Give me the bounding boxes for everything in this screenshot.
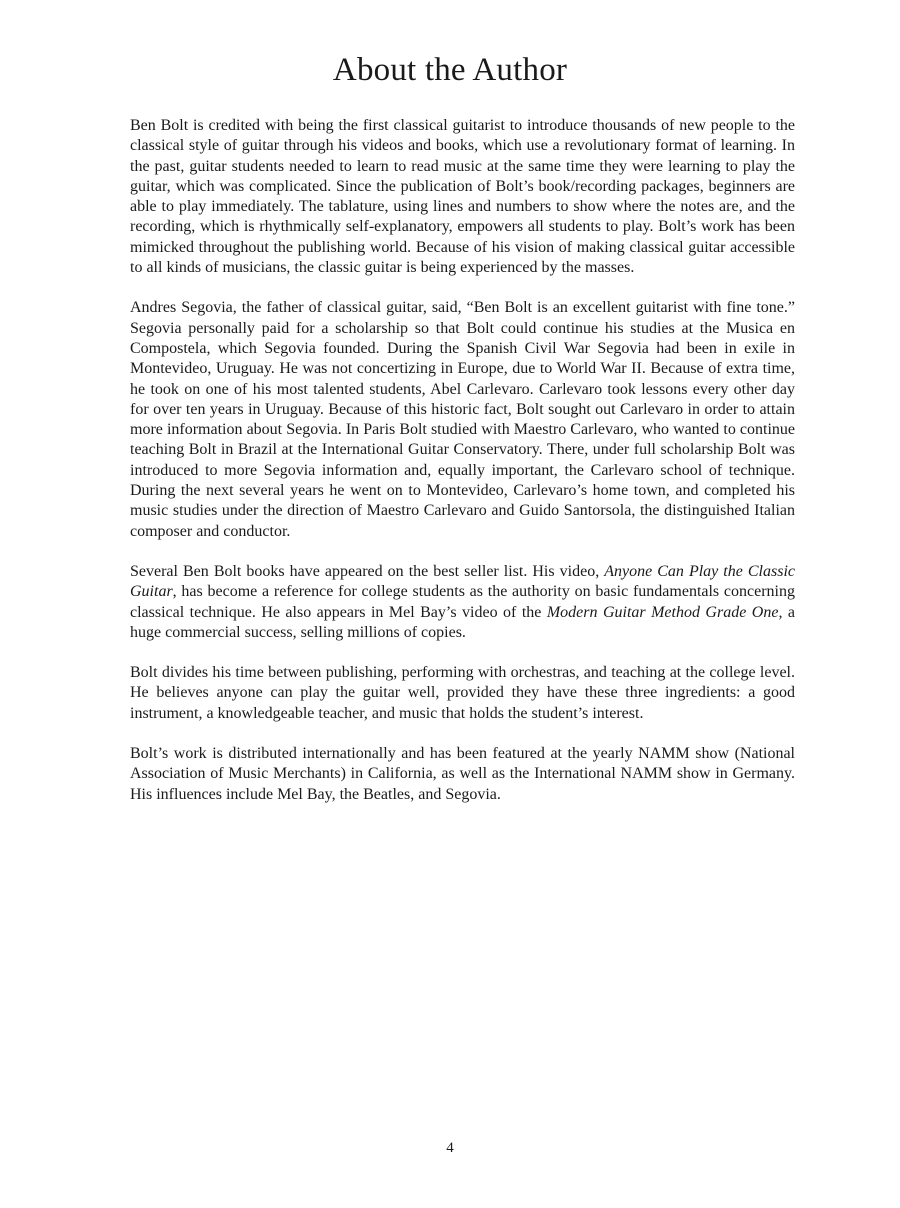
paragraph-4-text: Bolt divides his time between publishing, performing with orchestras, and teaching at the college level. He believes anyone can play the guitar well, provided they have these three ingredients: a good instrument, a knowledgeable teacher, and music that holds the student’s interest. bbox=[130, 664, 795, 722]
video-title: Anyone Can Play the Classic Guitar bbox=[130, 562, 796, 601]
paragraph-1-text: Ben Bolt is credited with being the first classical guitarist to introduce thousands of new people to the classical style of guitar through his videos and books, which use a revolutionary format of learning. In the past, guitar students needed to learn to read music at the same time they were learning to play the guitar, which was complicated. Since the publication of Bolt’s book/recording packages, beginners are able to play immediately. The tablature, using lines and numbers to show where the notes are, and the recording, which is rhythmically self-explanatory, empowers all students to play. Bolt’s work has been mimicked throughout the publishing world. Because of his vision of making classical guitar accessible to all kinds of musicians, the classic guitar is being experienced by the masses. bbox=[130, 117, 795, 277]
paragraph-2 bbox=[130, 298, 795, 542]
page-number: 4 bbox=[446, 1140, 454, 1156]
paragraph-1 bbox=[130, 116, 795, 278]
paragraph-4 bbox=[130, 663, 795, 724]
paragraph-2-text: Andres Segovia, the father of classical guitar, said, “Ben Bolt is an excellent guitarist with fine tone.” Segovia personally paid for a scholarship so that Bolt could continue his studies at the Musica en Compostela, which Segovia founded. During the Spanish Civil War Segovia had been in exile in Montevideo, Uruguay. He was not concertizing in Europe, due to World War II. Because of extra time, he took on one of his most talented students, Abel Carlevaro. Carlevaro took lessons every other day for over ten years in Uruguay. Because of this historic fact, Bolt sought out Carlevaro in order to attain more information about Segovia. In Paris Bolt studied with Maestro Carlevaro, who wanted to continue teaching Bolt in Brazil at the International Guitar Conservatory. There, under full scholarship Bolt was introduced to more Segovia information and, equally important, the Carlevaro school of technique. During the next several years he went on to Montevideo, Carlevaro’s home town, and completed his music studies under the direction of Maestro Carlevaro and Guido Santorsola, the distinguished Italian composer and conductor. bbox=[130, 299, 795, 540]
paragraph-3-text-b: , has become a reference for college students as the authority on basic fundamentals concerning classical technique. He also appears in Mel Bay’s video of the bbox=[130, 583, 795, 621]
method-title: Modern Guitar Method Grade One bbox=[546, 603, 779, 621]
paragraph-5 bbox=[130, 744, 795, 805]
paragraph-5-text: Bolt’s work is distributed internationally and has been featured at the yearly NAMM show (National Association of Music Merchants) in California, as well as the International NAMM show in Germany. His influences include Mel Bay, the Beatles, and Segovia. bbox=[130, 745, 795, 803]
body-text bbox=[130, 116, 795, 825]
paragraph-3-text-a: Several Ben Bolt books have appeared on the best seller list. His video, bbox=[130, 562, 605, 580]
page-title: About the Author bbox=[332, 52, 568, 88]
paragraph-3-text-c: , a huge commercial success, selling millions of copies. bbox=[130, 603, 795, 641]
paragraph-3 bbox=[130, 562, 795, 643]
